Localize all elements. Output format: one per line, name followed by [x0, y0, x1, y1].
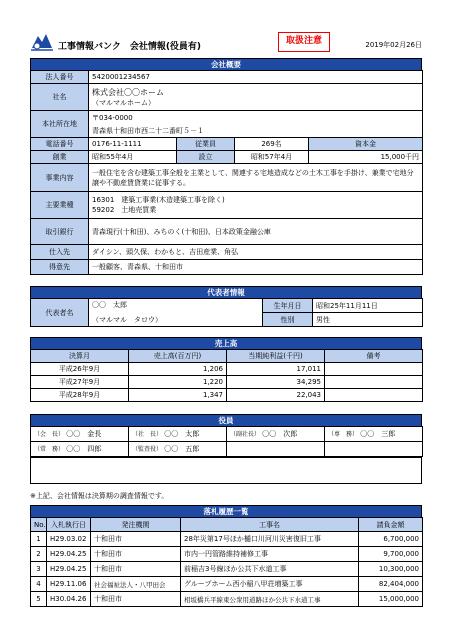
officer-cell	[227, 442, 325, 457]
bid-project: 市内一円管路維持補修工事	[181, 547, 359, 562]
company-section	[30, 58, 422, 275]
table-row	[31, 592, 423, 607]
table-row	[31, 562, 423, 577]
tel-value: 0176-11-1111	[89, 138, 177, 151]
bid-project: 相坂橋兵平線東公衆用道路ほか公共下水道工事	[181, 592, 359, 607]
tel-label: 電話番号	[31, 138, 89, 151]
bid-no: 2	[31, 547, 47, 562]
employees-value: 269名	[235, 138, 309, 151]
net-profit: 34,295	[227, 376, 325, 389]
sales-header: 備考	[325, 350, 423, 363]
bid-date: H29.03.02	[47, 532, 91, 547]
officers-table	[30, 426, 423, 457]
logo-icon	[30, 32, 54, 52]
business-value: 一般住宅を含む建築工事全般を主業として、関連する宅地造成などの土木工事を手掛け、兼業で宅地分譲や不動産賃貸業に従事する。	[89, 164, 423, 192]
confidential-stamp: 取扱注意	[278, 32, 330, 52]
banks-value: 青森現行(十和田)、みちのく(十和田)、日本政策金融公庫	[89, 219, 423, 245]
company-name-label: 社名	[31, 84, 89, 111]
bid-no: 4	[31, 577, 47, 592]
capital-value: 15,000千円	[309, 151, 423, 164]
net-profit: 17,011	[227, 363, 325, 376]
address-cell	[89, 111, 423, 138]
rep-name-cell	[89, 299, 263, 327]
sales-header: 当期純利益(千円)	[227, 350, 325, 363]
banks-label: 取引銀行	[31, 219, 89, 245]
officer-role: （社 長）	[132, 431, 163, 438]
address: 青森県十和田市西二十二番町５－１	[92, 126, 204, 135]
bids-section	[30, 505, 422, 607]
company-name-kana: （マルマルホーム）	[92, 98, 155, 107]
remarks	[325, 376, 423, 389]
company-name-cell	[89, 84, 423, 111]
suppliers-label: 仕入先	[31, 245, 89, 260]
bid-no: 1	[31, 532, 47, 547]
business-label: 事業内容	[31, 164, 89, 192]
bids-header: 工事名	[181, 518, 359, 532]
section-title: 落札履歴一覧	[30, 505, 422, 517]
bid-amount: 82,404,000	[359, 577, 423, 592]
founded-value: 昭和55年4月	[89, 151, 177, 164]
customers-label: 得意先	[31, 260, 89, 275]
main-type-label: 主要業種	[31, 192, 89, 219]
table-row	[31, 376, 423, 389]
established-label: 設立	[177, 151, 235, 164]
officer-role: （専 務）	[328, 431, 359, 438]
customers-value: 一般顧客、青森県、十和田市	[89, 260, 423, 275]
officer-cell	[129, 442, 227, 457]
officer-name: 〇〇 金長	[66, 430, 102, 438]
officer-role: （副社長）	[230, 431, 261, 438]
main-type-1: 16301 建築工事業(木造建築工事を除く)	[92, 196, 225, 204]
table-row	[31, 577, 423, 592]
bid-amount: 10,300,000	[359, 562, 423, 577]
representative-section	[30, 286, 422, 327]
bid-amount: 6,700,000	[359, 532, 423, 547]
section-title: 売上高	[30, 337, 422, 349]
bid-date: H29.04.25	[47, 547, 91, 562]
capital-label: 資本金	[309, 138, 423, 151]
bid-no: 3	[31, 562, 47, 577]
sales-header: 売上高(百万円)	[129, 350, 227, 363]
page-header	[30, 32, 422, 54]
officer-cell	[325, 442, 423, 457]
postal-code: 〒034-0000	[92, 113, 133, 122]
officer-cell	[325, 427, 423, 442]
bids-header: 入札執行日	[47, 518, 91, 532]
table-row	[31, 389, 423, 402]
bid-project: 28年災第17号ほか樋口川河川災害復旧工事	[181, 532, 359, 547]
bids-header: 発注機関	[91, 518, 181, 532]
founded-label: 創業	[31, 151, 89, 164]
sales-header: 決算月	[31, 350, 129, 363]
table-row	[31, 532, 423, 547]
sales-amount: 1,220	[129, 376, 227, 389]
company-table	[30, 70, 423, 275]
officer-name: 〇〇 三郎	[360, 430, 396, 438]
corp-no-label: 法人番号	[31, 71, 89, 84]
gender-label: 性別	[263, 313, 313, 327]
bid-agency: 社会福祉法人・八甲田会	[91, 577, 181, 592]
sales-amount: 1,206	[129, 363, 227, 376]
bid-agency: 十和田市	[91, 532, 181, 547]
bid-amount: 15,000,000	[359, 592, 423, 607]
address-label: 本社所在地	[31, 111, 89, 138]
net-profit: 22,043	[227, 389, 325, 402]
officer-name: 〇〇 次郎	[262, 430, 298, 438]
section-title: 代表者情報	[30, 286, 422, 298]
bid-date: H30.04.26	[47, 592, 91, 607]
rep-name: 〇〇 太郎	[92, 301, 127, 309]
main-type-2: 59202 土地売買業	[92, 206, 157, 214]
gender-value: 男性	[313, 313, 423, 327]
fiscal-month: 平成26年9月	[31, 363, 129, 376]
bid-project: 前稲吉3号線ほか公共下水道工事	[181, 562, 359, 577]
bid-project: グループホーム西小稲八甲荘増築工事	[181, 577, 359, 592]
table-row	[31, 547, 423, 562]
officer-name: 〇〇 太郎	[164, 430, 200, 438]
officer-cell	[31, 427, 129, 442]
officer-role: （監査役）	[132, 446, 163, 453]
bid-amount: 9,700,000	[359, 547, 423, 562]
remarks	[325, 389, 423, 402]
employees-label: 従業員	[177, 138, 235, 151]
bids-table	[30, 517, 423, 607]
remarks	[325, 363, 423, 376]
officer-cell	[227, 427, 325, 442]
corp-no-value: 5420001234567	[89, 71, 423, 84]
officer-role: （会 長）	[34, 431, 65, 438]
birth-label: 生年月日	[263, 299, 313, 313]
sales-section	[30, 337, 422, 402]
app-title: 工事情報バンク 会社情報(役員有)	[58, 42, 202, 52]
bid-agency: 十和田市	[91, 562, 181, 577]
sales-amount: 1,347	[129, 389, 227, 402]
sales-table	[30, 349, 423, 402]
established-value: 昭和57年4月	[235, 151, 309, 164]
bid-no: 5	[31, 592, 47, 607]
bid-date: H29.11.06	[47, 577, 91, 592]
bids-header: 請負金額	[359, 518, 423, 532]
representative-table	[30, 298, 423, 327]
company-name: 株式会社〇〇ホーム	[92, 87, 164, 97]
report-date: 2019年02月26日	[365, 41, 422, 49]
officer-role: （常 務）	[34, 446, 65, 453]
suppliers-value: ダイシン、頭久保、わかもと、吉田産業、角弘	[89, 245, 423, 260]
officer-name: 〇〇 四郎	[66, 445, 102, 453]
footnote: ※上記、会社情報は決算期の調査情報です。	[30, 492, 169, 500]
section-title: 会社概要	[30, 58, 422, 70]
table-row	[31, 363, 423, 376]
bids-header: No.	[31, 518, 47, 532]
main-type-cell	[89, 192, 423, 219]
section-title: 役員	[30, 414, 422, 426]
fiscal-month: 平成27年9月	[31, 376, 129, 389]
officer-cell	[129, 427, 227, 442]
rep-name-label: 代表者名	[31, 299, 89, 327]
fiscal-month: 平成28年9月	[31, 389, 129, 402]
officer-cell	[31, 442, 129, 457]
officers-blank-cell	[31, 458, 422, 484]
officers-section	[30, 414, 422, 484]
bid-agency: 十和田市	[91, 592, 181, 607]
bid-date: H29.04.25	[47, 562, 91, 577]
rep-name-kana: （マルマル タロウ）	[92, 316, 162, 324]
birth-value: 昭和25年11月11日	[313, 299, 423, 313]
officers-blank-area	[30, 457, 422, 484]
officer-name: 〇〇 五郎	[164, 445, 200, 453]
bid-agency: 十和田市	[91, 547, 181, 562]
